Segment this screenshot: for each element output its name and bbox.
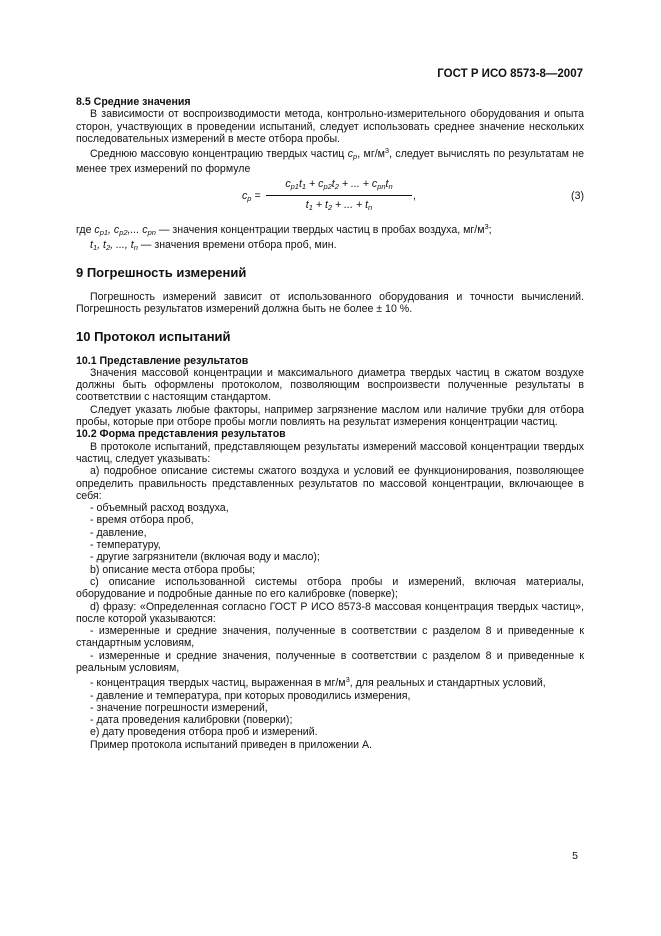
list-item-a-4: - температуру, <box>90 539 161 552</box>
formula-3: $c_p$ = $c_{p1}t_1 + c_{p2}t_2$ + ... + $c_{pn}t_n$ $t_1 + t_2$ + ... + $t_n$ , (3) <box>76 178 584 218</box>
section-10-2-paragraph: В протоколе испытаний, представляющем результаты измерений массовой концентрации твердых частиц, следует указывать: <box>76 440 584 465</box>
formula-number: (3) <box>571 189 584 202</box>
list-item-a-2: - время отбора проб, <box>90 514 194 527</box>
section-9-paragraph: Погрешность измерений зависит от использованного оборудования и точности вычислений. Погрешность результатов измерений должна быть не более ± 10 %. <box>76 290 584 315</box>
section-9-title: 9 Погрешность измерений <box>76 265 247 281</box>
list-item-a-3: - давление, <box>90 526 147 539</box>
section-10-2-title: 10.2 Форма представления результатов <box>76 428 286 441</box>
section-8-5-paragraph-2: Среднюю массовую концентрацию твердых частиц $c_p$, $мг/м^3$, следует вычислять по результатам не менее трех измерений по формуле <box>76 146 584 176</box>
list-item-a-5: - другие загрязнители (включая воду и масло); <box>90 551 320 564</box>
list-item-a-1: - объемный расход воздуха, <box>90 502 229 515</box>
list-item-b: b) описание места отбора пробы; <box>90 563 256 576</box>
list-item-c: с) описание использованной системы отбора пробы и измерений, включая материалы, оборудование и подробные данные по его калибровке (поверке); <box>76 575 584 601</box>
formula-lhs: $c_p$ = <box>242 189 261 203</box>
page-content <box>76 96 584 751</box>
list-item-d: d) фразу: «Определенная согласно ГОСТ Р ИСО 8573-8 массовая концентрация твердых частиц», после которой указываются: <box>76 600 584 625</box>
section-8-5-title: 8.5 Средние значения <box>76 96 191 108</box>
list-item-d-3: - концентрация твердых частиц, выраженная в $мг/м^3$, для реальных и стандартных условий, <box>90 675 546 690</box>
list-item-d-1: - измеренные и средние значения, полученные в соответствии с разделом 8 и приведенные к стандартным условиям, <box>76 625 584 650</box>
document-header: ГОСТ Р ИСО 8573-8—2007 <box>437 68 583 80</box>
section-8-5-paragraph-1: В зависимости от воспроизводимости метода, контрольно-измерительного оборудования и опыта сторон, участвующих в проведении испытаний, следует использовать среднее значение нескольких последовательных измерений в месте отбора пробы. <box>76 108 584 145</box>
section-10-1-paragraph-2: Следует указать любые факторы, например загрязнение маслом или наличие трубки для отбора пробы, которые при отборе пробы могли повлиять на результат измерения концентрации частиц. <box>76 403 584 429</box>
list-item-e: e) дату проведения отбора проб и измерений. <box>90 726 318 739</box>
section-10-title: 10 Протокол испытаний <box>76 329 231 345</box>
list-item-d-2: - измеренные и средние значения, полученные в соответствии с разделом 8 и приведенные к реальным условиям, <box>76 649 584 674</box>
formula-fraction: $c_{p1}t_1 + c_{p2}t_2$ + ... + $c_{pn}t_n$ $t_1 + t_2$ + ... + $t_n$ <box>266 178 412 215</box>
formula-legend-concentration: где $c_{p1}$, $c_{p2}$,... $c_{pn}$ — значения концентрации твердых частиц в пробах воздуха, $мг/м^3$; <box>76 221 492 237</box>
formula-legend-time: $t_1$, $t_2$, ..., $t_n$ — значения времени отбора проб, мин. <box>90 239 337 253</box>
page-number: 5 <box>572 850 578 862</box>
list-item-d-5: - значение погрешности измерений, <box>90 701 268 714</box>
section-10-1-paragraph-1: Значения массовой концентрации и максимального диаметра твердых частиц в сжатом воздухе должны быть оформлены протоколом, позволяющим воспроизвести полученные результаты в соответствии с настоящим стандартом. <box>76 366 584 404</box>
list-item-d-6: - дата проведения калибровки (поверки); <box>90 714 293 727</box>
list-item-d-4: - давление и температура, при которых проводились измерения, <box>90 689 411 702</box>
final-note: Пример протокола испытаний приведен в приложении А. <box>90 738 372 751</box>
list-item-a: а) подробное описание системы сжатого воздуха и условий ее функционирования, позволяющее определить правильность представленных результатов по массовой концентрации, включающее в себя: <box>76 465 584 502</box>
section-10-1-title: 10.1 Представление результатов <box>76 354 249 367</box>
